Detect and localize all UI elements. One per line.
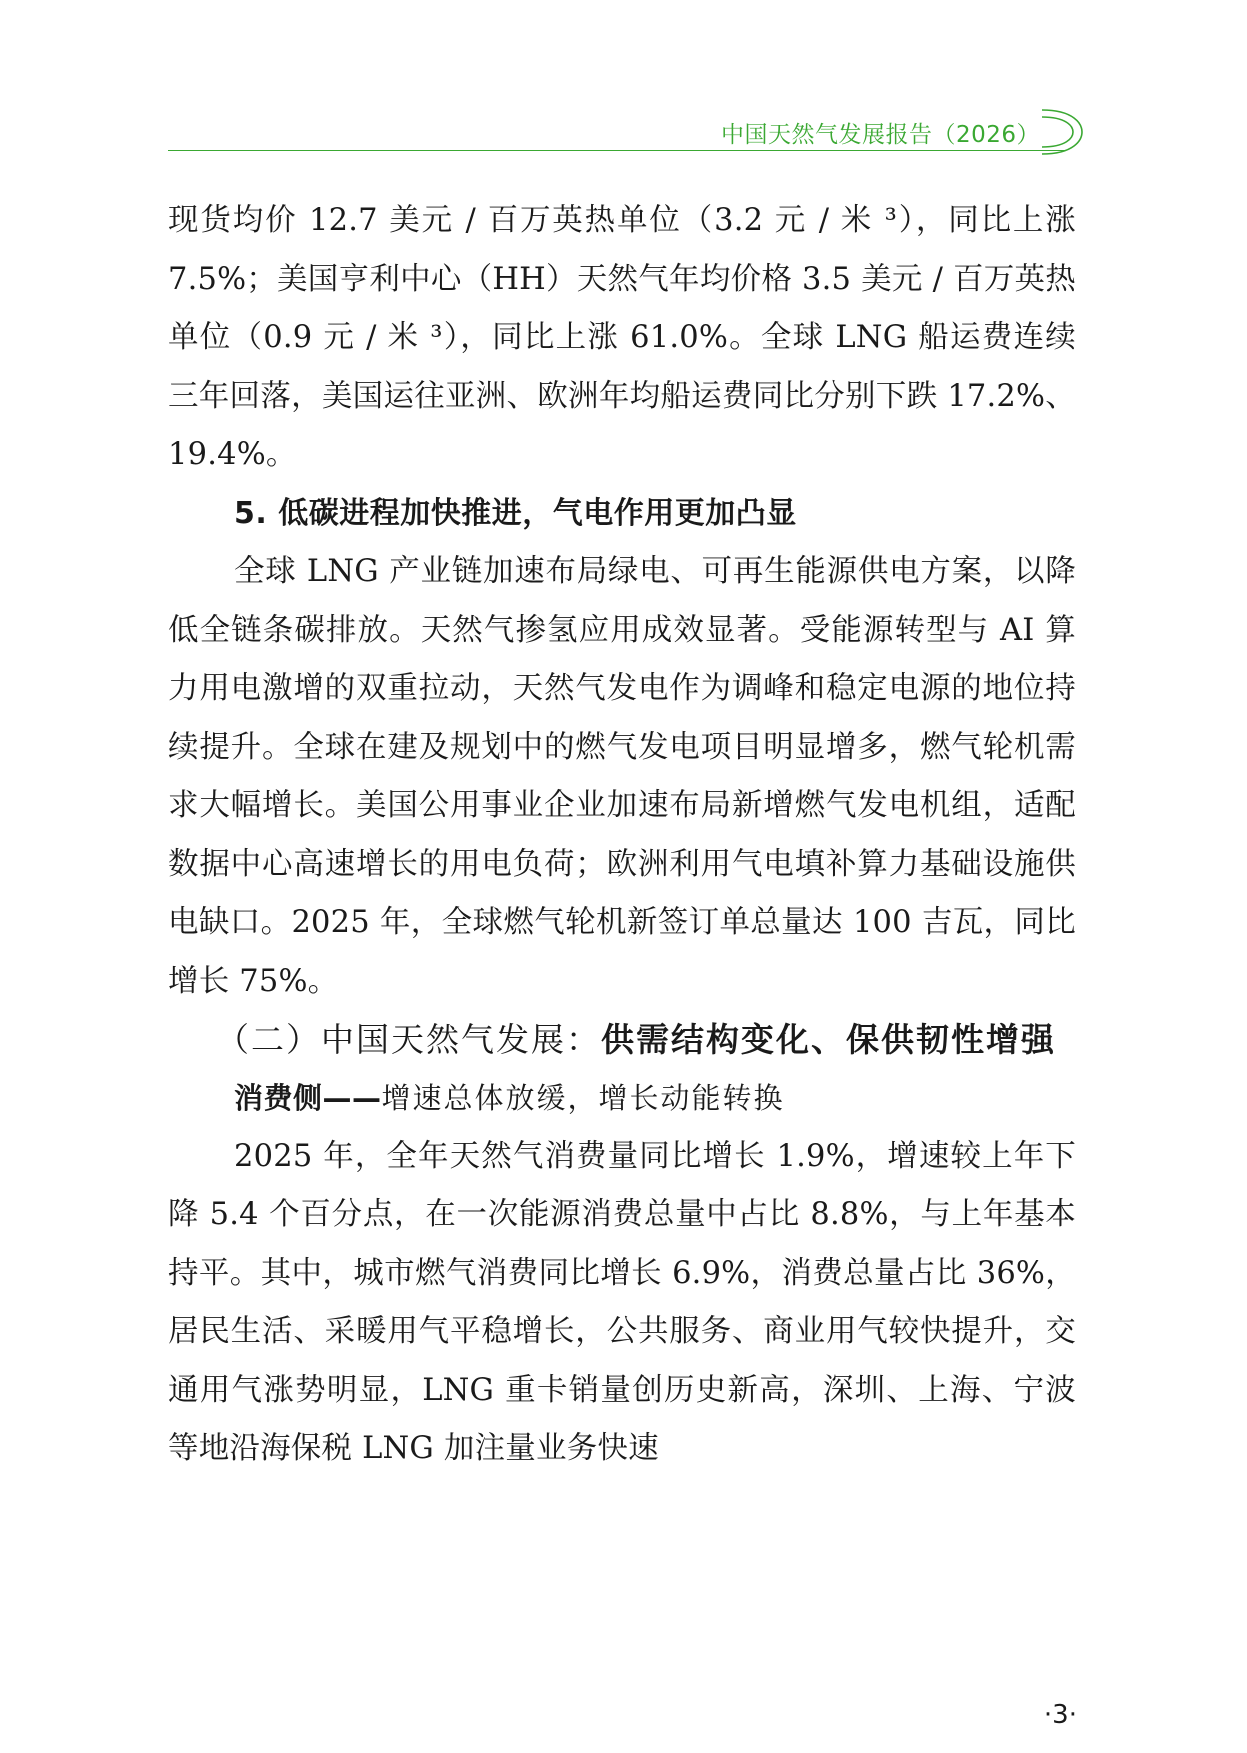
- section-heading-prefix: （二）中国天然气发展：: [216, 1020, 601, 1059]
- paragraph-gas-power: 全球 LNG 产业链加速布局绿电、可再生能源供电方案，以降低全链条碳排放。天然气掺氢应用成效显著。受能源转型与 AI 算力用电激增的双重拉动，天然气发电作为调峰和稳定电源的地位持续提升。全球在建及规划中的燃气发电项目明显增多，燃气轮机需求大幅增长。美国公用事业企业加速布局新增燃气发电机组，适配数据中心高速增长的用电负荷；欧洲利用气电填补算力基础设施供电缺口。2025 年，全球燃气轮机新签订单总量达 100 吉瓦，同比增长 75%。: [168, 554, 1076, 999]
- paragraph-lng-prices: 现货均价 12.7 美元 / 百万英热单位（3.2 元 / 米 ³），同比上涨 7.5%；美国亨利中心（HH）天然气年均价格 3.5 美元 / 百万英热单位（0.9 元 / 米 ³），同比上涨 61.0%。全球 LNG 船运费连续三年回落，美国运往亚洲、欧洲年均船运费同比分别下跌 17.2%、19.4%。: [168, 203, 1076, 472]
- consumption-summary: 增速总体放缓，增长动能转换: [381, 1081, 785, 1115]
- header-arc-icon: [1040, 108, 1084, 156]
- page-number: ·3·: [1043, 1700, 1077, 1730]
- section-heading-china: [168, 1011, 1076, 1069]
- section-heading-bold: 供需结构变化、保供韧性增强: [601, 1020, 1056, 1059]
- document-body: [168, 192, 1076, 1479]
- consumption-label: 消费侧——: [234, 1081, 382, 1115]
- paragraph-consumption-2025: 2025 年，全年天然气消费量同比增长 1.9%，增速较上年下降 5.4 个百分点，在一次能源消费总量中占比 8.8%，与上年基本持平。其中，城市燃气消费同比增长 6.9%，消费总量占比 36%，居民生活、采暖用气平稳增长，公共服务、商业用气较快提升，交通用气涨势明显，LNG 重卡销量创历史新高，深圳、上海、宁波等地沿海保税 LNG 加注量业务快速: [168, 1138, 1076, 1466]
- subheading-low-carbon: 5. 低碳进程加快推进，气电作用更加凸显: [234, 495, 797, 531]
- header-title: 中国天然气发展报告（2026）: [720, 122, 1040, 148]
- running-header: [168, 100, 1084, 160]
- consumption-leadin: [168, 1069, 1076, 1128]
- header-rule: [168, 150, 1066, 151]
